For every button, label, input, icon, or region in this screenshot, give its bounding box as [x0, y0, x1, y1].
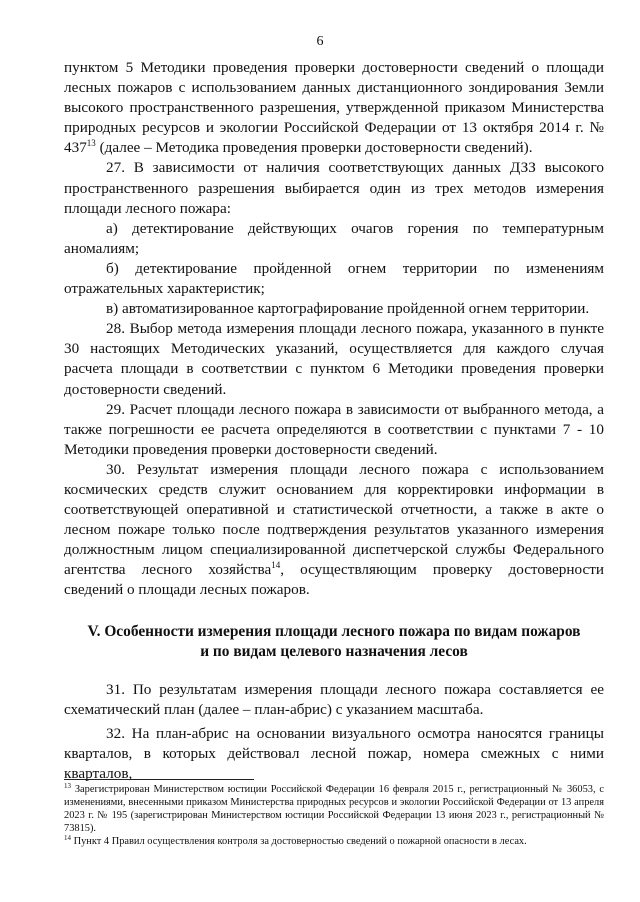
section-body: [64, 680, 604, 788]
list-item-c: в) автоматизированное картографирование пройденной огнем территории.: [106, 300, 590, 318]
footnote-ref-13[interactable]: 13: [86, 138, 96, 149]
paragraph-32: 32. На план-абрис на основании визуального осмотра наносятся границы кварталов, в которых действовал лесной пожар, номера смежных с ними кварталов,: [64, 725, 604, 783]
footnote-text: Пункт 4 Правил осуществления контроля за достоверностью сведений о пожарной опасности в лесах.: [71, 836, 527, 847]
footnote-mark: 14: [64, 834, 71, 842]
paragraph-text: 30. Результат измерения площади лесного пожара с использованием космических средств служит основанием для корректировки информации в соответствующей оперативной и статистической отчетности, а также в акте о лесном пожаре только после подтверждения результатов указанного измерения должностным лицом специализированной диспетчерской службы Федерального агентства лесного хозяйства: [64, 460, 604, 579]
footnote-divider: [64, 779, 254, 780]
list-item-a: а) детектирование действующих очагов горения по температурным аномалиям;: [64, 219, 604, 257]
footnote-text: Зарегистрирован Министерством юстиции Российской Федерации 16 февраля 2015 г., регистрационный № 36053, с изменениями, внесенными приказом Министерства природных ресурсов и экологии Российской Федерации от 13 апреля 2023 г. № 195 (зарегистрирован Министерством юстиции Российской Федерации 13 июня 2023 г., регистрационный № 73815).: [64, 784, 604, 834]
list-item-b: б) детектирование пройденной огнем территории по изменениям отражательных характеристик;: [64, 259, 604, 298]
paragraph-31: 31. По результатам измерения площади лесного пожара составляется ее схематический план (далее – план-абрис) с указанием масштаба.: [64, 681, 604, 719]
paragraph-29: 29. Расчет площади лесного пожара в зависимости от выбранного метода, а также погрешности ее расчета определяются в соответствии с пунктами 7 - 10 Методики проведения проверки достоверности сведений.: [64, 400, 604, 458]
paragraph-27: 27. В зависимости от наличия соответствующих данных ДЗЗ высокого пространственного разрешения выбирается один из трех методов измерения площади лесного пожара:: [64, 159, 604, 217]
footnote-14: [64, 835, 604, 848]
footnotes: [64, 783, 604, 848]
section-heading-line-1: V. Особенности измерения площади лесного пожара по видам пожаров: [87, 623, 581, 640]
paragraph-28: 28. Выбор метода измерения площади лесного пожара, указанного в пункте 30 настоящих Методических указаний, осуществляется для каждого случая расчета площади в соответствии с пунктом 6 Методики проведения проверки достоверности сведений.: [64, 320, 604, 398]
body-text: [64, 58, 604, 601]
footnote-13: [64, 783, 604, 835]
paragraph-text: пунктом 5 Методики проведения проверки достоверности сведений о площади лесных пожаров с использованием данных дистанционного зондирования Земли высокого пространственного разрешения, утвержденной приказом Министерства природных ресурсов и экологии Российской Федерации от 13 октября 2014 г. № 437: [64, 59, 604, 157]
paragraph-intro: [64, 58, 604, 158]
paragraph-30: [64, 460, 604, 601]
footnote-mark: 13: [64, 782, 71, 790]
footnote-ref-14[interactable]: 14: [271, 560, 281, 571]
section-heading: [64, 622, 604, 662]
section-heading-line-2: и по видам целевого назначения лесов: [200, 643, 468, 660]
paragraph-text-tail: (далее – Методика проведения проверки достоверности сведений).: [95, 139, 533, 157]
page-number: 6: [316, 34, 324, 49]
paragraph-text-tail: , осуществляющим проверку достоверности сведений о площади лесных пожаров.: [64, 561, 604, 599]
